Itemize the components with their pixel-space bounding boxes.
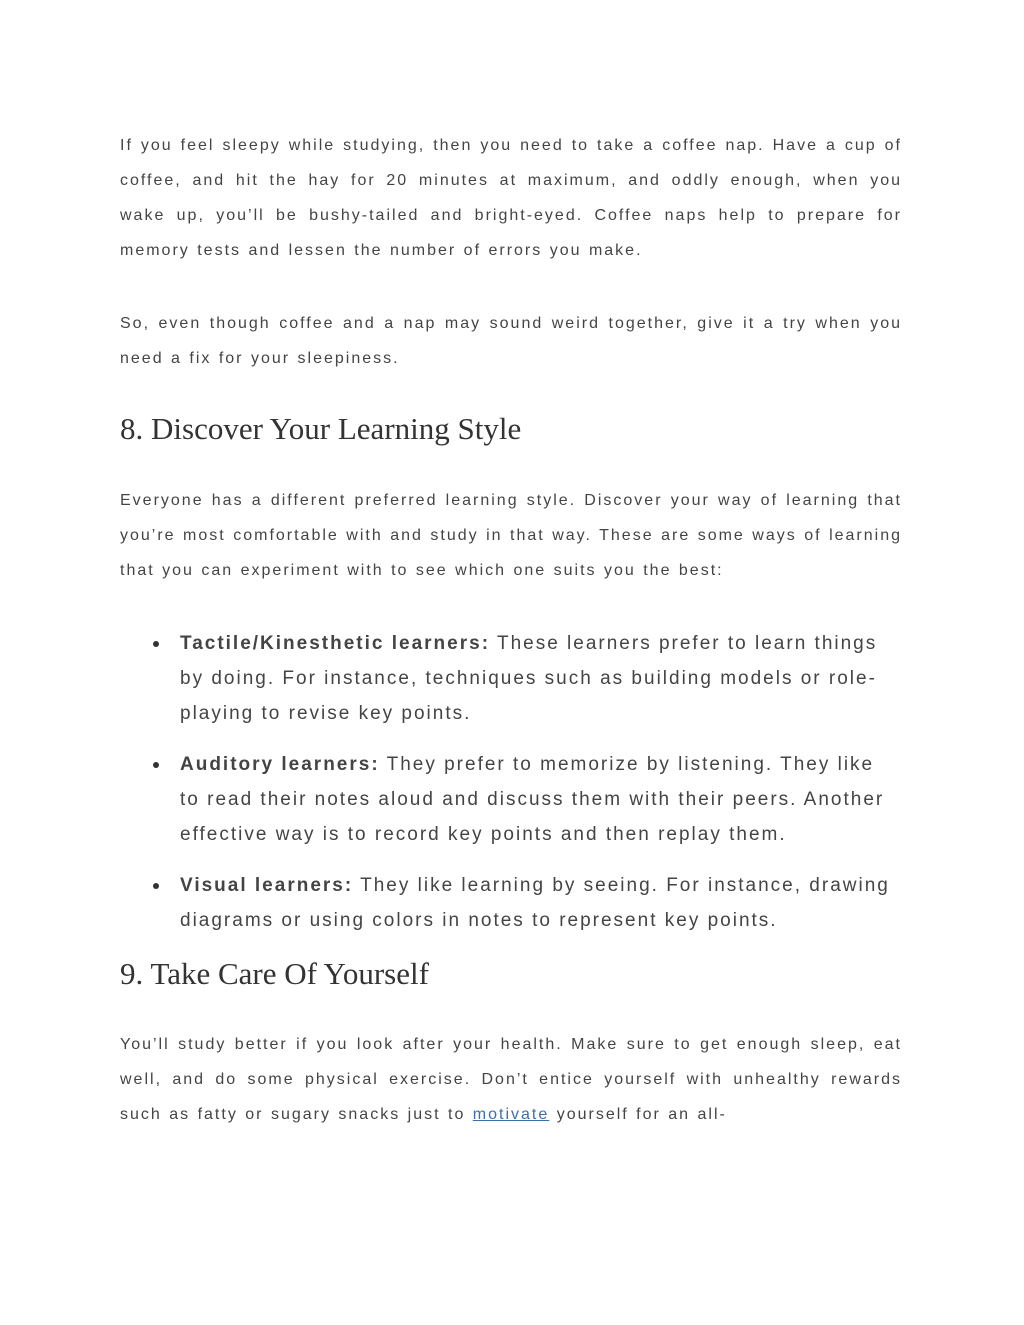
list-item-label: Tactile/Kinesthetic learners: [180,633,491,654]
bullet-icon [153,883,159,889]
list-item-visual [120,868,902,938]
section-9-paragraph [120,1027,902,1132]
list-item-tactile [120,626,902,731]
list-item-text: They like learning by seeing. For instance, drawing diagrams or using colors in notes to represent key points. [180,875,890,931]
list-item-text: These learners prefer to learn things by doing. For instance, techniques such as building models or role-playing to revise key points. [180,633,878,724]
motivate-link[interactable]: motivate [472,1106,550,1123]
bullet-icon [153,762,159,768]
list-item-label: Visual learners: [180,875,354,896]
section-9-text-before-link: You’ll study better if you look after your health. Make sure to get enough sleep, eat well, and do some physical exercise. Don’t entice yourself with unhealthy rewards such as fatty or sugary snacks just to [120,1036,902,1123]
paragraph-coffee-nap-try: So, even though coffee and a nap may sound weird together, give it a try when you need a fix for your sleepiness. [120,315,902,367]
list-item-label: Auditory learners: [180,754,380,775]
section-9-text-after-link: yourself for an all- [549,1106,727,1123]
list-item-text: They prefer to memorize by listening. They like to read their notes aloud and discuss them with their peers. Another effective way is to record key points and then replay them. [180,754,885,845]
bullet-icon [153,641,159,647]
article-content [120,128,902,1132]
list-item-auditory [120,747,902,852]
section-8-intro: Everyone has a different preferred learning style. Discover your way of learning that you’re most comfortable with and study in that way. These are some ways of learning that you can experiment with to see which one suits you the best: [120,492,902,579]
paragraph-coffee-nap: If you feel sleepy while studying, then you need to take a coffee nap. Have a cup of coffee, and hit the hay for 20 minutes at maximum, and oddly enough, when you wake up, you’ll be bushy-tailed and bright-eyed. Coffee naps help to prepare for memory tests and lessen the number of errors you make. [120,137,902,259]
section-9-heading: 9. Take Care Of Yourself [120,956,429,991]
learning-styles-list [120,626,902,938]
section-8-heading: 8. Discover Your Learning Style [120,411,522,446]
